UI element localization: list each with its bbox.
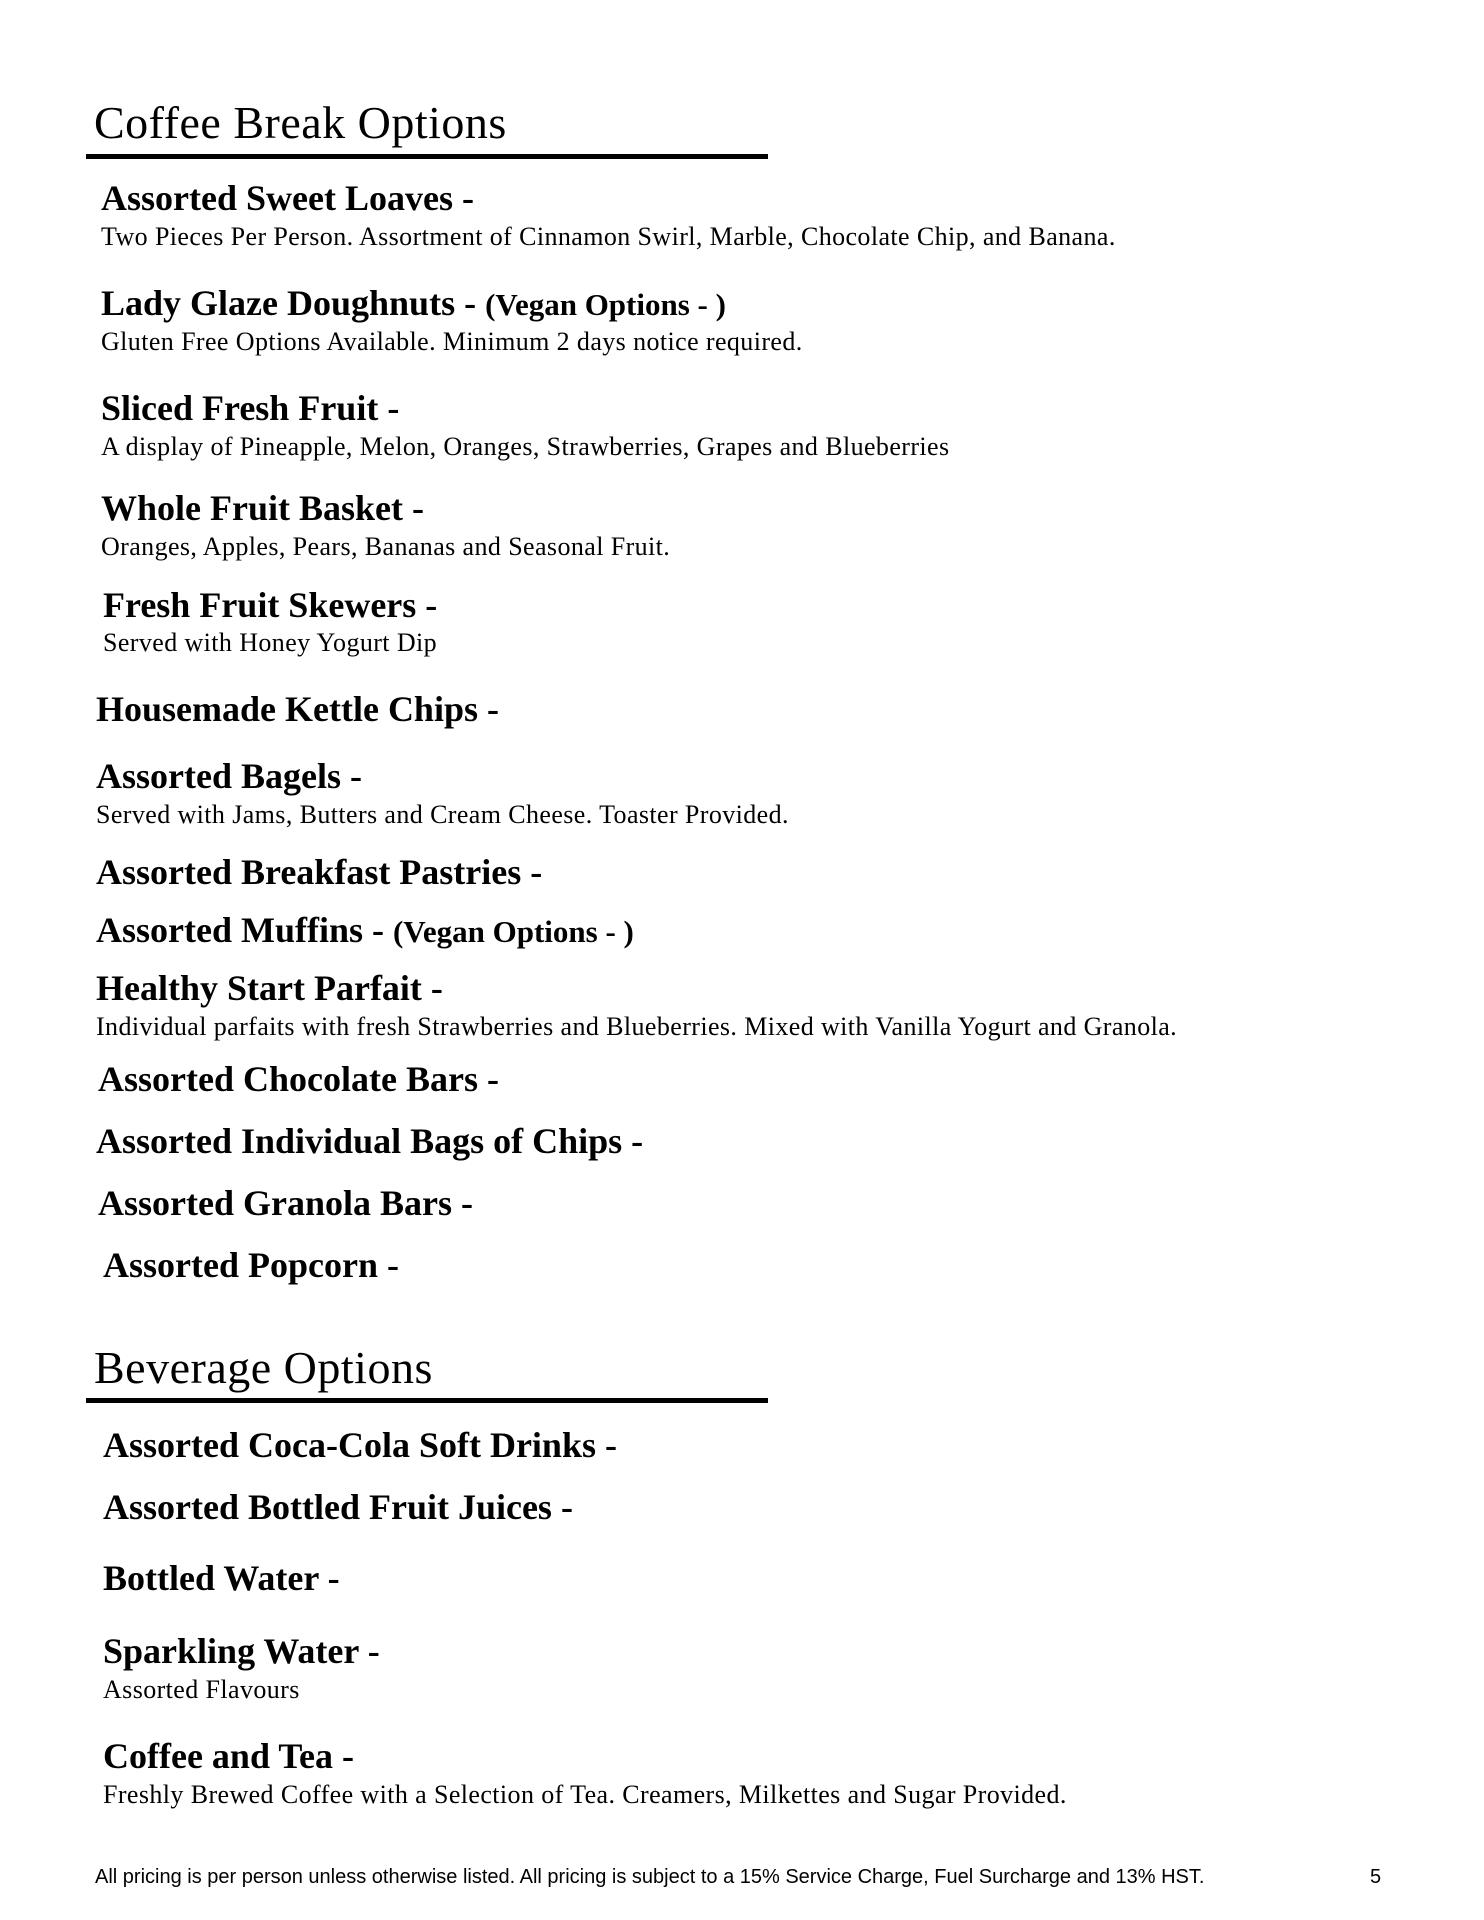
item-doughnuts-name: Lady Glaze Doughnuts -: [101, 283, 477, 323]
item-sliced-fruit-desc: A display of Pineapple, Melon, Oranges, Strawberries, Grapes and Blueberries: [101, 432, 950, 461]
item-granola-bars-title: Assorted Granola Bars -: [98, 1183, 473, 1223]
item-fruit-skewers-desc: Served with Honey Yogurt Dip: [103, 628, 438, 657]
item-doughnuts-title: [101, 285, 726, 321]
item-sparkling-water-desc: Assorted Flavours: [103, 1675, 300, 1704]
item-muffins-vegan-note: (Vegan Options - ): [392, 914, 634, 949]
item-fruit-basket-title: Whole Fruit Basket -: [101, 488, 424, 528]
item-fruit-juices-title: Assorted Bottled Fruit Juices -: [103, 1487, 573, 1527]
item-muffins-name: Assorted Muffins -: [96, 910, 384, 950]
coffee-break-heading: Coffee Break Options: [94, 97, 507, 148]
item-chocolate-bars-title: Assorted Chocolate Bars -: [98, 1059, 499, 1099]
item-fruit-skewers-title: Fresh Fruit Skewers -: [103, 585, 438, 625]
page-number: 5: [1370, 1866, 1382, 1888]
item-bags-of-chips-title: Assorted Individual Bags of Chips -: [96, 1121, 644, 1161]
item-parfait-title: Healthy Start Parfait -: [96, 968, 443, 1008]
pricing-footnote: All pricing is per person unless otherwise listed. All pricing is subject to a 15% Service Charge, Fuel Surcharge and 13% HST.: [95, 1866, 1205, 1888]
item-muffins-title: [96, 912, 634, 948]
item-bagels-desc: Served with Jams, Butters and Cream Cheese. Toaster Provided.: [96, 800, 789, 829]
item-soft-drinks-title: Assorted Coca-Cola Soft Drinks -: [103, 1425, 617, 1465]
item-sweet-loaves-desc: Two Pieces Per Person. Assortment of Cinnamon Swirl, Marble, Chocolate Chip, and Banana.: [101, 222, 1116, 251]
beverage-rule: [86, 1398, 768, 1403]
item-coffee-tea-title: Coffee and Tea -: [103, 1736, 354, 1776]
item-doughnuts-vegan-note: (Vegan Options - ): [485, 287, 726, 322]
beverage-heading: Beverage Options: [94, 1342, 433, 1393]
item-bottled-water-title: Bottled Water -: [103, 1558, 340, 1598]
item-bagels-title: Assorted Bagels -: [96, 756, 362, 796]
item-sparkling-water-title: Sparkling Water -: [103, 1631, 380, 1671]
item-sweet-loaves-title: Assorted Sweet Loaves -: [101, 178, 474, 218]
item-fruit-basket-desc: Oranges, Apples, Pears, Bananas and Seasonal Fruit.: [101, 532, 671, 561]
item-kettle-chips-title: Housemade Kettle Chips -: [96, 689, 499, 729]
item-doughnuts-desc: Gluten Free Options Available. Minimum 2 days notice required.: [101, 327, 803, 356]
item-coffee-tea-desc: Freshly Brewed Coffee with a Selection of Tea. Creamers, Milkettes and Sugar Provided.: [103, 1780, 1067, 1809]
item-pastries-title: Assorted Breakfast Pastries -: [96, 852, 543, 892]
item-parfait-desc: Individual parfaits with fresh Strawberries and Blueberries. Mixed with Vanilla Yogurt and Granola.: [96, 1012, 1178, 1041]
item-popcorn-title: Assorted Popcorn -: [103, 1245, 399, 1285]
item-sliced-fruit-title: Sliced Fresh Fruit -: [101, 388, 400, 428]
coffee-break-rule: [86, 154, 768, 159]
